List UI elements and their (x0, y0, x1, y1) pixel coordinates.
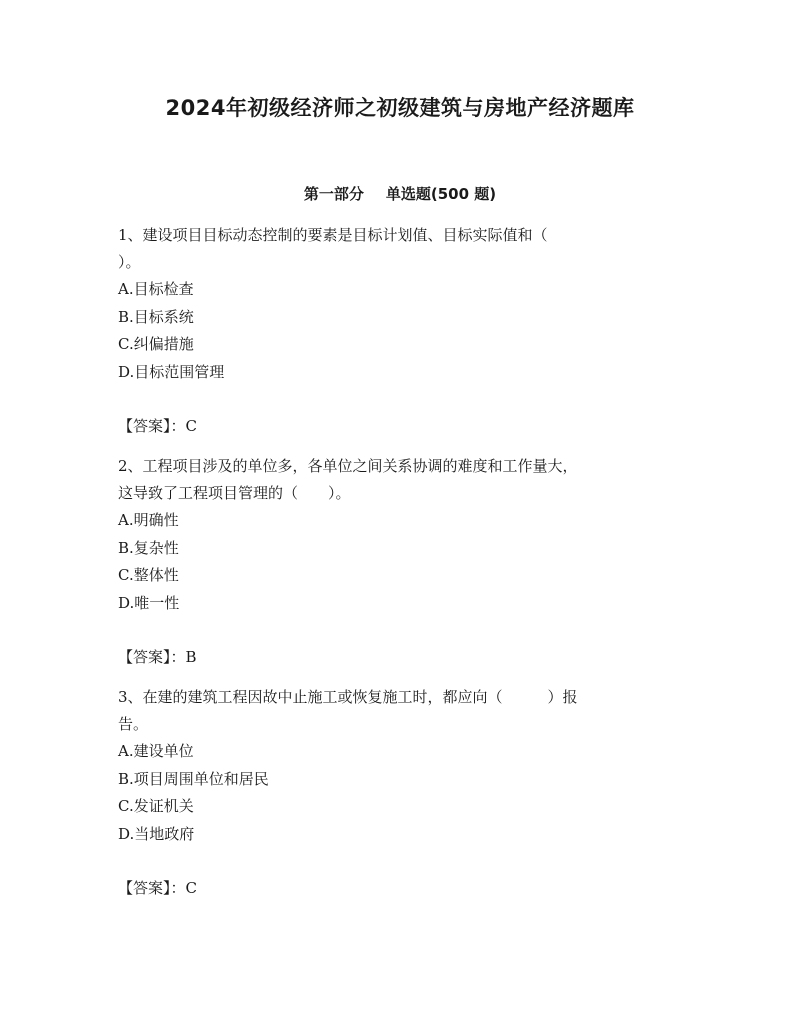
answer-label: 【答案】： (118, 648, 186, 666)
question-stem-line: 1、建设项目目标动态控制的要素是目标计划值、目标实际值和（ (118, 226, 548, 244)
section-part: 第一部分 (303, 185, 364, 203)
question-stem-line: ）。 (118, 253, 141, 271)
answer-line (118, 875, 688, 902)
question-2 (118, 453, 688, 684)
answer-value: C (185, 417, 197, 435)
option-c: C.发证机关 (118, 797, 194, 815)
question-1 (118, 222, 688, 453)
answer-value: B (185, 648, 197, 666)
option-c: C.整体性 (118, 566, 179, 584)
document-title: 2024年初级经济师之初级建筑与房地产经济题库 (165, 96, 635, 120)
question-3 (118, 684, 688, 902)
option-d: D.当地政府 (118, 824, 195, 843)
question-stem-line: 3、在建的建筑工程因故中止施工或恢复施工时，都应向（ ）报 (118, 688, 578, 706)
question-stem-line: 2、工程项目涉及的单位多，各单位之间关系协调的难度和工作量大， (118, 457, 578, 475)
option-b: B.复杂性 (118, 538, 179, 557)
section-name: 单选题(500 题) (385, 185, 497, 203)
option-b: B.目标系统 (118, 307, 194, 326)
option-b: B.项目周围单位和居民 (118, 769, 269, 788)
question-list (118, 222, 688, 902)
answer-label: 【答案】： (118, 879, 186, 897)
option-d: D.目标范围管理 (118, 362, 225, 381)
answer-line (118, 644, 688, 671)
answer-label: 【答案】： (118, 417, 186, 435)
answer-line (118, 413, 688, 440)
option-d: D.唯一性 (118, 593, 180, 612)
section-heading (0, 182, 800, 206)
question-stem-line: 告。 (118, 715, 149, 733)
option-a: A.建设单位 (118, 742, 194, 760)
question-stem-line: 这导致了工程项目管理的（ ）。 (118, 484, 351, 502)
option-c: C.纠偏措施 (118, 335, 194, 353)
option-a: A.目标检查 (118, 280, 194, 298)
answer-value: C (185, 879, 197, 897)
option-a: A.明确性 (118, 511, 179, 529)
